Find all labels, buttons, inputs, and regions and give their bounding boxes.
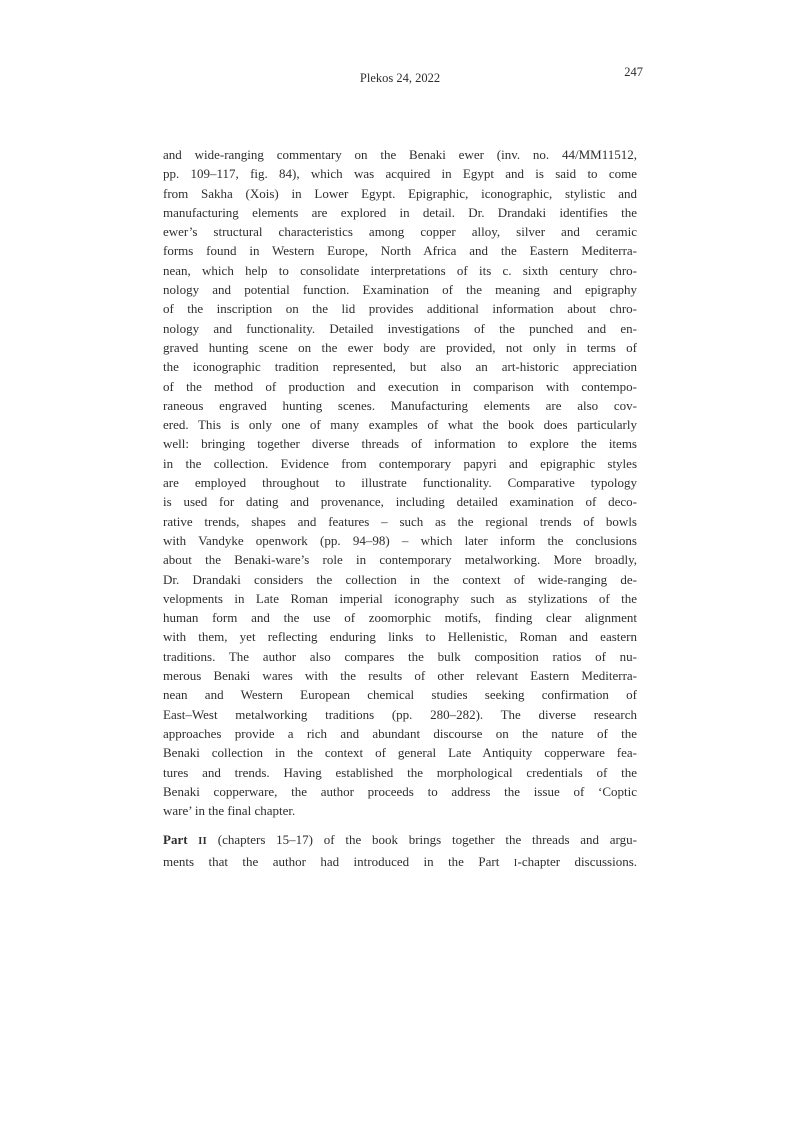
text-segment: with them, yet reflecting enduring links to Hellenistic, Roman and eastern: [163, 629, 637, 645]
text-segment: nology and potential function. Examination of the meaning and epigraphy: [163, 282, 637, 298]
text-line: [163, 512, 637, 531]
text-line: [163, 852, 637, 873]
text-line: [163, 705, 637, 724]
text-segment: merous Benaki wares with the results of other relevant Eastern Mediterra-: [163, 668, 637, 684]
text-segment: Benaki collection in the context of general Late Antiquity copperware fea-: [163, 745, 637, 761]
text-segment: nean and Western European chemical studies seeking confirmation of: [163, 687, 637, 703]
text-segment: Part: [163, 832, 199, 848]
text-line: [163, 763, 637, 782]
page-number: 247: [624, 65, 643, 79]
text-segment: I: [513, 857, 518, 869]
text-segment: are employed throughout to illustrate functionality. Comparative typology: [163, 475, 637, 491]
text-line: [163, 531, 637, 550]
text-line: [163, 608, 637, 627]
text-segment: East–West metalworking traditions (pp. 280–282). The diverse research: [163, 706, 637, 722]
text-segment: pp. 109–117, fig. 84), which was acquired in Egypt and is said to come: [163, 166, 637, 182]
text-line: [163, 415, 637, 434]
text-line: [163, 550, 637, 569]
text-line: [163, 396, 637, 415]
text-line: [163, 589, 637, 608]
text-line: [163, 222, 637, 241]
text-segment: the iconographic tradition represented, but also an art-historic appreciation: [163, 359, 637, 375]
body-text: [163, 145, 637, 873]
text-segment: in the collection. Evidence from contemporary papyri and epigraphic styles: [163, 455, 637, 471]
text-line: [163, 743, 637, 762]
text-line: [163, 203, 637, 222]
text-segment: ewer’s structural characteristics among copper alloy, silver and ceramic: [163, 224, 637, 240]
text-segment: rative trends, shapes and features – such as the regional trends of bowls: [163, 513, 637, 529]
text-segment: ware’ in the final chapter.: [163, 803, 296, 819]
text-line: [163, 164, 637, 183]
text-line: [163, 454, 637, 473]
text-segment: Benaki copperware, the author proceeds to address the issue of ‘Coptic: [163, 783, 637, 799]
text-line: [163, 685, 637, 704]
text-segment: graved hunting scene on the ewer body are provided, not only in terms of: [163, 339, 637, 355]
text-segment: about the Benaki-ware’s role in contemporary metalworking. More broadly,: [163, 552, 637, 568]
text-segment: Dr. Drandaki considers the collection in the context of wide-ranging de-: [163, 571, 637, 587]
text-segment: forms found in Western Europe, North Africa and the Eastern Mediterra-: [163, 243, 637, 259]
text-line: [163, 782, 637, 801]
text-line: [163, 492, 637, 511]
text-line: [163, 145, 637, 164]
paragraph: [163, 145, 637, 820]
text-segment: ered. This is only one of many examples of what the book does particularly: [163, 417, 637, 433]
paragraph: [163, 830, 637, 873]
text-segment: manufacturing elements are explored in detail. Dr. Drandaki identifies the: [163, 204, 637, 220]
text-line: [163, 434, 637, 453]
text-line: [163, 473, 637, 492]
text-segment: -chapter discussions.: [517, 853, 637, 869]
text-segment: nology and functionality. Detailed investigations of the punched and en-: [163, 320, 637, 336]
text-line: [163, 319, 637, 338]
text-segment: (chapters 15–17) of the book brings together the threads and argu-: [207, 832, 637, 848]
text-line: [163, 184, 637, 203]
text-segment: raneous engraved hunting scenes. Manufacturing elements are also cov-: [163, 397, 637, 413]
text-segment: approaches provide a rich and abundant discourse on the nature of the: [163, 725, 637, 741]
text-segment: velopments in Late Roman imperial iconography such as stylizations of the: [163, 590, 637, 606]
text-line: [163, 830, 637, 851]
text-line: [163, 724, 637, 743]
text-line: [163, 570, 637, 589]
text-line: [163, 338, 637, 357]
text-segment: tures and trends. Having established the morphological credentials of the: [163, 764, 637, 780]
text-line: [163, 299, 637, 318]
text-segment: II: [198, 836, 208, 848]
text-line: [163, 647, 637, 666]
text-line: [163, 241, 637, 260]
text-line: [163, 627, 637, 646]
text-segment: human form and the use of zoomorphic motifs, finding clear alignment: [163, 610, 637, 626]
text-segment: well: bringing together diverse threads of information to explore the items: [163, 436, 637, 452]
text-segment: with Vandyke openwork (pp. 94–98) – which later inform the conclusions: [163, 532, 637, 548]
text-segment: of the method of production and execution in comparison with contempo-: [163, 378, 637, 394]
text-line: [163, 377, 637, 396]
text-segment: ments that the author had introduced in the Part: [163, 853, 514, 869]
text-line: [163, 280, 637, 299]
text-segment: and wide-ranging commentary on the Benaki ewer (inv. no. 44/MM11512,: [163, 147, 637, 162]
text-segment: from Sakha (Xois) in Lower Egypt. Epigraphic, iconographic, stylistic and: [163, 185, 637, 201]
running-header-journal-title: Plekos 24, 2022: [359, 71, 441, 85]
text-segment: of the inscription on the lid provides additional information about chro-: [163, 301, 637, 317]
text-segment: is used for dating and provenance, including detailed examination of deco-: [163, 494, 637, 510]
text-line: [163, 261, 637, 280]
text-segment: nean, which help to consolidate interpretations of its c. sixth century chro-: [163, 262, 637, 278]
text-line: [163, 666, 637, 685]
text-line: [163, 801, 637, 820]
text-segment: traditions. The author also compares the bulk composition ratios of nu-: [163, 648, 637, 664]
text-line: [163, 357, 637, 376]
